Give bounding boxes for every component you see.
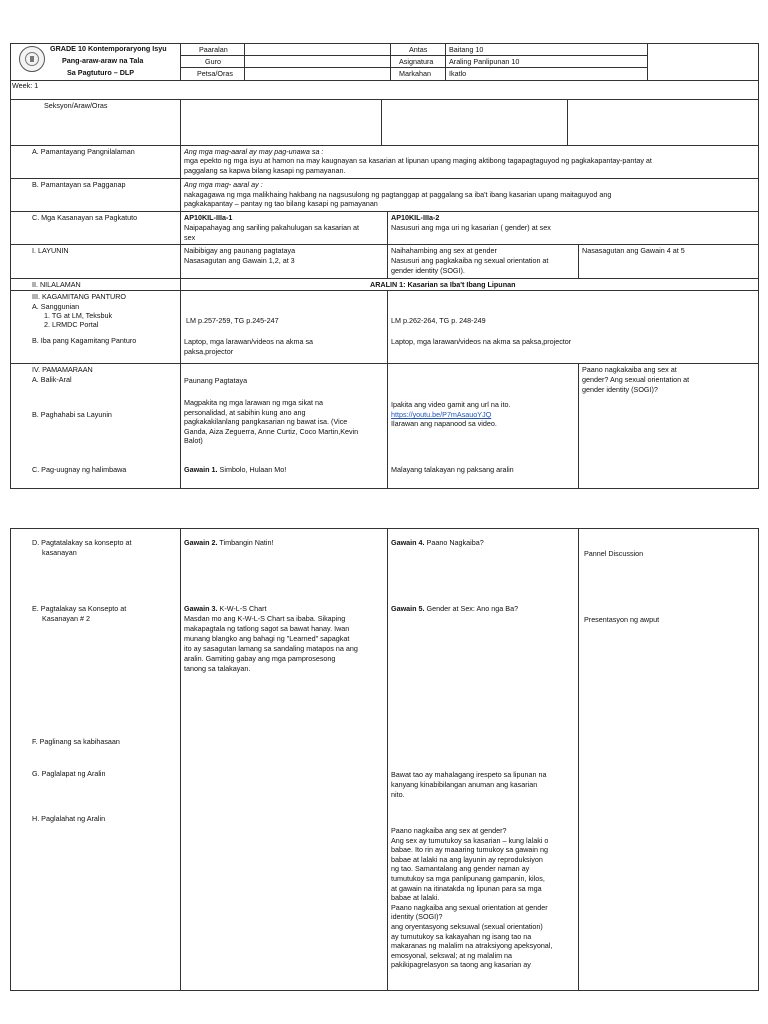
row-b-line3: pagkakapantay – pantay ng tao bilang kasapi ng pamayanan [184,199,378,208]
gawain-2-title: Timbangin Natin! [217,538,274,547]
h-line: ang oryentasyong seksuwal (sexual orientation) [391,921,543,931]
row-divider [10,99,759,100]
gawain-4-label: Gawain 4. [391,538,425,547]
h-line: ay tumutukoy sa kakayahan ng isang tao na [391,931,532,941]
aralin-title: ARALIN 1: Kasarian sa Iba't Ibang Lipunan [370,280,516,289]
row-divider [10,290,759,291]
value-baitang: Baitang 10 [449,45,484,54]
row-i-col1-line2: Nasasagutan ang Gawain 1,2, at 3 [184,256,295,265]
header-title-line2: Pang-araw-araw na Tala [62,56,144,65]
header-divider [180,67,647,68]
row-iv-c: C. Pag-uugnay ng halimbawa [32,465,127,474]
seksyon-label: Seksyon/Araw/Oras [44,101,108,110]
row-d-line2: kasanayan [42,548,77,557]
row-iii-1: 1. TG at LM, Teksbuk [44,311,113,320]
iv-col3-line2: gender? Ang sexual orientation at [582,375,690,384]
paghahabi-col2-line1: Ipakita ang video gamit ang url na ito. [391,400,511,409]
materials-col1-line2: paksa,projector [184,347,234,356]
row-divider [10,145,759,146]
lm-col2: LM p.262-264, TG p. 248-249 [391,316,486,325]
col-divider [578,363,579,489]
header-divider [390,43,391,81]
paghahabi-col1-line2: personalidad, at sabihin kung ano ang [184,408,306,417]
header-title-line3: Sa Pagtuturo – DLP [67,68,135,77]
page-2-frame [10,528,759,991]
iv-col3-line3: gender identity (SOGI)? [582,385,658,394]
col-divider [387,528,388,991]
row-iv-b: B. Paghahabi sa Layunin [32,410,112,419]
paghahabi-col2-line3: Ilarawan ang napanood sa video. [391,419,497,428]
row-a-line1: Ang mga mag-aaral ay may pag-unawa sa : [184,147,324,156]
row-c-code-2: AP10KIL-IIIa-2 [391,213,440,222]
row-iii-a: A. Sanggunian [32,302,80,311]
gawain-1-title: Simbolo, Hulaan Mo! [217,465,287,474]
h-line: babae at lalaki. [391,893,440,903]
label-asignatura: Asignatura [399,57,434,66]
lm-col1: LM p.257-259, TG p.245-247 [186,316,279,325]
col-divider [180,528,181,991]
h-line: Paano nagkaiba ang sexual orientation at gender [391,902,548,912]
h-line: identity (SOGI)? [391,912,443,922]
row-d-col2 [391,538,484,548]
row-g-label: G. Paglalapat ng Aralin [32,769,106,778]
row-e-line1: E. Pagtalakay sa Konsepto at [32,604,127,613]
header-divider [647,43,648,81]
row-ii-label: II. NILALAMAN [32,280,81,289]
col-divider [180,99,181,489]
paghahabi-col1-line3: pagkakakilanlang pangkasarian ng bawat isa. (Vice [184,417,348,426]
row-c-text-1a: Naipapahayag ang sariling pakahulugan sa kasarian at [184,223,360,232]
row-e-col1-line6: aralin. Gamiting gabay ang mga pamprosesong [184,654,336,663]
col-divider [387,290,388,489]
row-h-col2 [391,826,577,970]
row-g-col2-line2: kanyang kinabibilangan anuman ang kasarian [391,780,538,789]
gawain-4-title: Paano Nagkaiba? [424,538,484,547]
h-line: ng tao. Samantalang ang gender naman ay [391,864,530,874]
iv-col3-line1: Paano nagkakaiba ang sex at [582,365,677,374]
row-e-col1-line4: munang blangko ang bahagi ng "Learned" sapagkat [184,634,350,643]
pag-uugnay-col1 [184,465,286,475]
row-iii-b: B. Iba pang Kagamitang Panturo [32,336,137,345]
row-i-col1-line1: Naibibigay ang paunang pagtataya [184,246,296,255]
row-c-label: C. Mga Kasanayan sa Pagkatuto [32,213,138,222]
deped-seal-icon [19,46,45,72]
label-petsa: Petsa/Oras [197,69,233,78]
video-link[interactable]: https://youtu.be/P7mAsauoYJQ [391,410,492,419]
row-d-col1 [184,538,274,548]
h-line: babae at lalaki na ang layunin ay reproduksiyon [391,854,543,864]
col-divider [578,244,579,278]
row-c-text-1b: sex [184,233,196,242]
row-e-col3: Presentasyon ng awput [584,615,660,624]
row-b-line2: nakagagawa ng mga malikhaing hakbang na nagsusulong ng pagtanggap at paggalang sa iba't ibang kasarian upang maitaguyod ang [184,190,612,199]
page-1-frame [10,43,759,489]
label-guro: Guro [205,57,221,66]
row-e-col1-line7: tanong sa talakayan. [184,664,251,673]
materials-col1-line1: Laptop, mga larawan/videos na akma sa [184,337,314,346]
row-b-line1: Ang mga mag- aaral ay : [184,180,263,189]
h-line: emosyonal, sekswal; at ng malalim na [391,950,513,960]
row-iv-label: IV. PAMAMARAAN [32,365,93,374]
row-e-col2 [391,604,518,614]
col-divider [578,528,579,991]
week-label: Week: 1 [12,81,39,90]
header-divider [180,55,647,56]
row-divider [10,178,759,179]
h-line: Paano nagkaiba ang sex at gender? [391,826,507,835]
value-markahan: Ikatlo [449,69,467,78]
value-asignatura: Araling Panlipunan 10 [449,57,520,66]
paghahabi-col1-line5: Balot) [184,436,203,445]
h-line: pakikipagrelasyon sa taong ang kasarian ay [391,960,531,970]
row-divider [10,278,759,279]
row-i-col2-line3: gender identity (SOGI). [391,266,465,275]
row-iii-2: 2. LRMDC Portal [44,320,99,329]
row-iv-a: A. Balik-Aral [32,375,72,384]
row-a-label: A. Pamantayang Pangnilalaman [32,147,135,156]
row-e-col1-line5: ito ay sasagutan lamang sa sandaling matapos na ang [184,644,358,653]
row-c-text-2: Nasusuri ang mga uri ng kasarian ( gender) at sex [391,223,551,232]
col-divider [381,99,382,145]
label-markahan: Markahan [399,69,431,78]
label-paaralan: Paaralan [199,45,228,54]
h-line: tumutukoy sa mga panlipunang gampanin, kilos, [391,873,545,883]
paghahabi-col1-line4: Ganda, Aiza Zeguerra, Anne Curtiz, Coco Martin,Kevin [184,427,359,436]
row-i-col2-line2: Nasusuri ang pagkakaiba ng sexual orientation at [391,256,549,265]
header-divider [445,43,446,81]
row-g-col2-line1: Bawat tao ay mahalagang irespeto sa lipunan na [391,770,547,779]
gawain-3-title: K-W-L-S Chart [217,604,267,613]
pag-uugnay-col2: Malayang talakayan ng paksang aralin [391,465,514,474]
row-e-line2: Kasanayan # 2 [42,614,90,623]
col-divider [567,99,568,145]
materials-col2: Laptop, mga larawan/videos na akma sa paksa,projector [391,337,572,346]
h-line: at gawain na itinatakda ng lipunan para sa mga [391,883,542,893]
balik-aral-col1: Paunang Pagtataya [184,376,248,385]
gawain-5-title: Gender at Sex: Ano nga Ba? [424,604,519,613]
header-divider [10,80,759,81]
row-d-line1: D. Pagtatalakay sa konsepto at [32,538,132,547]
row-i-col2-line1: Naihahambing ang sex at gender [391,246,497,255]
row-a-line2: mga epekto ng mga isyu at hamon na may kaugnayan sa kasarian at lipunan upang maging aktibong tagapagtaguyod ng pagkakapantay-pantay at [184,156,652,165]
label-antas: Antas [409,45,428,54]
h-line: Ang sex ay tumutukoy sa kasarian – kung lalaki o [391,835,549,845]
row-divider [10,363,759,364]
row-divider [10,244,759,245]
gawain-2-label: Gawain 2. [184,538,218,547]
header-divider [244,43,245,81]
h-line: makaranas ng malalim na atraksiyong apeksyonal, [391,941,553,951]
gawain-1-label: Gawain 1. [184,465,218,474]
h-line: babae. Ito rin ay maaaring tumukoy sa gawain ng [391,845,549,855]
gawain-3-label: Gawain 3. [184,604,218,613]
gawain-5-label: Gawain 5. [391,604,425,613]
row-i-label: I. LAYUNIN [32,246,69,255]
row-c-code-1: AP10KIL-IIIa-1 [184,213,233,222]
header-divider [180,43,181,81]
row-e-col1-line1 [184,604,267,614]
row-e-col1-line2: Masdan mo ang K-W-L-S Chart sa ibaba. Sikaping [184,614,346,623]
row-iii-label: III. KAGAMITANG PANTURO [32,292,126,301]
row-divider [10,211,759,212]
row-a-line3: paggalang sa kapwa bilang kasapi ng pamayanan. [184,166,346,175]
row-f-label: F. Paglinang sa kabihasaan [32,737,120,746]
row-e-col1-line3: makapagtala ng tatlong sagot sa bawat hanay. Iwan [184,624,350,633]
row-g-col2-line3: nito. [391,790,405,799]
col-divider [387,211,388,278]
row-d-col3: Pannel Discussion [584,549,644,558]
paghahabi-col1-line1: Magpakita ng mga larawan ng mga sikat na [184,398,324,407]
row-h-label: H. Paglalahat ng Aralin [32,814,106,823]
header-title-line1: GRADE 10 Kontemporaryong Isyu [50,44,167,53]
row-b-label: B. Pamantayan sa Pagganap [32,180,126,189]
row-i-col3: Nasasagutan ang Gawain 4 at 5 [582,246,685,255]
